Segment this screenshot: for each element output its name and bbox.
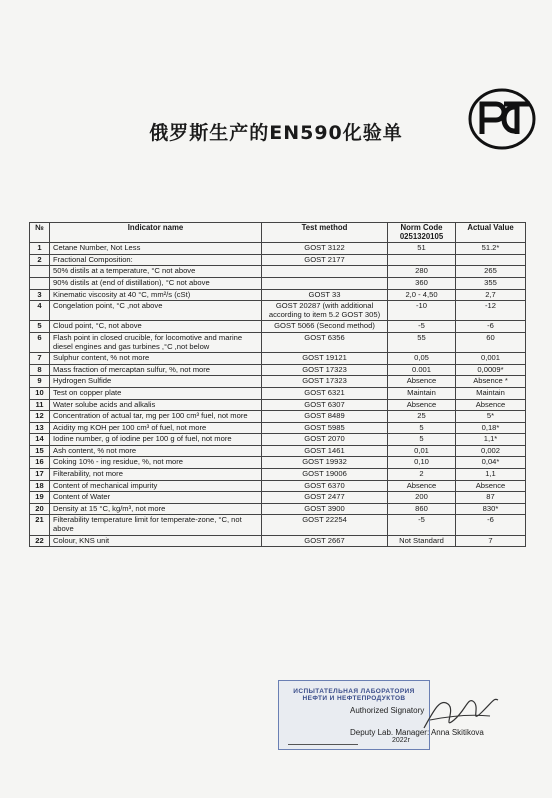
row-number: 10: [30, 387, 50, 399]
indicator-cell: Filterability, not more: [50, 469, 262, 481]
row-number: 8: [30, 364, 50, 376]
table-row: [30, 422, 526, 434]
row-number: 19: [30, 492, 50, 504]
test-method-cell: GOST 19932: [262, 457, 388, 469]
row-number: 18: [30, 480, 50, 492]
indicator-cell: Fractional Composition:: [50, 254, 262, 266]
indicator-cell: Iodine number, g of iodine per 100 g of fuel, not more: [50, 434, 262, 446]
table-row: [30, 387, 526, 399]
norm-cell: 2,0 - 4,50: [388, 289, 456, 301]
norm-cell: -5: [388, 321, 456, 333]
test-method-cell: [262, 266, 388, 278]
test-method-cell: GOST 5985: [262, 422, 388, 434]
row-number: 16: [30, 457, 50, 469]
test-method-cell: GOST 33: [262, 289, 388, 301]
indicator-cell: 90% distils at (end of distillation), °C not above: [50, 277, 262, 289]
signature-year: 2022г: [392, 737, 411, 744]
test-method-cell: GOST 6321: [262, 387, 388, 399]
actual-value-cell: 0,0009*: [456, 364, 526, 376]
norm-cell: 51: [388, 243, 456, 255]
test-method-cell: GOST 22254: [262, 515, 388, 535]
actual-value-cell: 355: [456, 277, 526, 289]
norm-cell: Absence: [388, 480, 456, 492]
actual-value-cell: 265: [456, 266, 526, 278]
indicator-cell: Acidity mg KOH per 100 cm³ of fuel, not more: [50, 422, 262, 434]
table-row: [30, 376, 526, 388]
indicator-cell: 50% distils at a temperature, °C not above: [50, 266, 262, 278]
row-number: 15: [30, 445, 50, 457]
test-method-cell: GOST 1461: [262, 445, 388, 457]
row-number: 6: [30, 332, 50, 352]
table-row: [30, 266, 526, 278]
test-method-cell: GOST 2177: [262, 254, 388, 266]
table-row: [30, 301, 526, 321]
test-method-cell: GOST 6370: [262, 480, 388, 492]
indicator-cell: Coking 10% - ing residue, %, not more: [50, 457, 262, 469]
actual-value-cell: 830*: [456, 503, 526, 515]
test-method-cell: GOST 5066 (Second method): [262, 321, 388, 333]
norm-cell: Absence: [388, 399, 456, 411]
norm-cell: Not Standard: [388, 535, 456, 547]
norm-cell: 55: [388, 332, 456, 352]
table-row: [30, 492, 526, 504]
actual-value-cell: Absence: [456, 399, 526, 411]
indicator-cell: Cetane Number, Not Less: [50, 243, 262, 255]
date-line: [288, 744, 358, 745]
norm-cell: 200: [388, 492, 456, 504]
row-number: 4: [30, 301, 50, 321]
row-number: [30, 266, 50, 278]
actual-value-cell: -6: [456, 515, 526, 535]
stamp-line-2: НЕФТИ И НЕФТЕПРОДУКТОВ: [302, 695, 406, 702]
table-row: [30, 399, 526, 411]
row-number: 5: [30, 321, 50, 333]
indicator-cell: Sulphur content, % not more: [50, 353, 262, 365]
indicator-cell: Congelation point, °C ,not above: [50, 301, 262, 321]
indicator-cell: Filterability temperature limit for temperate-zone, °C, not above: [50, 515, 262, 535]
actual-value-cell: -12: [456, 301, 526, 321]
table-row: [30, 411, 526, 423]
row-number: 9: [30, 376, 50, 388]
table-row: [30, 515, 526, 535]
norm-cell: 5: [388, 422, 456, 434]
actual-value-cell: 0,002: [456, 445, 526, 457]
norm-cell: 0,01: [388, 445, 456, 457]
row-number: 14: [30, 434, 50, 446]
actual-value-cell: 2,7: [456, 289, 526, 301]
test-results-table: [29, 222, 526, 547]
actual-value-cell: Maintain: [456, 387, 526, 399]
indicator-cell: Water solube acids and alkalis: [50, 399, 262, 411]
table-row: [30, 480, 526, 492]
test-method-cell: GOST 17323: [262, 376, 388, 388]
indicator-cell: Cloud point, °C, not above: [50, 321, 262, 333]
actual-value-cell: [456, 254, 526, 266]
test-method-cell: GOST 8489: [262, 411, 388, 423]
page-title: 俄罗斯生产的EN590化验单: [149, 122, 403, 144]
test-method-cell: GOST 17323: [262, 364, 388, 376]
indicator-cell: Test on copper plate: [50, 387, 262, 399]
norm-cell: 0,05: [388, 353, 456, 365]
actual-value-cell: 1,1: [456, 469, 526, 481]
table-row: [30, 445, 526, 457]
test-method-cell: GOST 2070: [262, 434, 388, 446]
norm-cell: Absence: [388, 376, 456, 388]
norm-cell: 280: [388, 266, 456, 278]
row-number: 3: [30, 289, 50, 301]
row-number: 21: [30, 515, 50, 535]
row-number: 13: [30, 422, 50, 434]
indicator-cell: Content of Water: [50, 492, 262, 504]
table-row: [30, 277, 526, 289]
test-method-cell: GOST 19121: [262, 353, 388, 365]
handwritten-signature: [420, 690, 500, 736]
norm-cell: 360: [388, 277, 456, 289]
table-row: [30, 457, 526, 469]
table-row: [30, 503, 526, 515]
row-number: 22: [30, 535, 50, 547]
norm-cell: -10: [388, 301, 456, 321]
row-number: 2: [30, 254, 50, 266]
table-row: [30, 289, 526, 301]
actual-value-cell: 60: [456, 332, 526, 352]
norm-cell: Maintain: [388, 387, 456, 399]
norm-cell: 5: [388, 434, 456, 446]
rst-certification-logo: [468, 88, 536, 150]
row-number: 12: [30, 411, 50, 423]
indicator-cell: Mass fraction of mercaptan sulfur, %, not more: [50, 364, 262, 376]
indicator-cell: Colour, KNS unit: [50, 535, 262, 547]
norm-cell: -5: [388, 515, 456, 535]
test-method-cell: GOST 19006: [262, 469, 388, 481]
header-test-method: Test method: [262, 223, 388, 243]
table-row: [30, 434, 526, 446]
actual-value-cell: 5*: [456, 411, 526, 423]
test-method-cell: GOST 3900: [262, 503, 388, 515]
authorized-signatory-label: Authorized Signatory: [350, 706, 425, 715]
actual-value-cell: Absence: [456, 480, 526, 492]
row-number: [30, 277, 50, 289]
indicator-cell: Content of mechanical impurity: [50, 480, 262, 492]
test-method-cell: GOST 6307: [262, 399, 388, 411]
test-method-cell: GOST 20287 (with additional according to item 5.2 GOST 305): [262, 301, 388, 321]
actual-value-cell: 1,1*: [456, 434, 526, 446]
row-number: 17: [30, 469, 50, 481]
table-header-row: [30, 223, 526, 243]
table-row: [30, 364, 526, 376]
indicator-cell: Kinematic viscosity at 40 °C, mm²/s (cSt): [50, 289, 262, 301]
norm-cell: [388, 254, 456, 266]
indicator-cell: Ash content, % not more: [50, 445, 262, 457]
actual-value-cell: -6: [456, 321, 526, 333]
test-method-cell: GOST 6356: [262, 332, 388, 352]
table-row: [30, 353, 526, 365]
indicator-cell: Density at 15 °C, kg/m³, not more: [50, 503, 262, 515]
actual-value-cell: 0,001: [456, 353, 526, 365]
test-method-cell: GOST 2667: [262, 535, 388, 547]
test-method-cell: [262, 277, 388, 289]
stamp-line-1: ИСПЫТАТЕЛЬНАЯ ЛАБОРАТОРИЯ: [293, 688, 415, 695]
actual-value-cell: 0,04*: [456, 457, 526, 469]
actual-value-cell: 0,18*: [456, 422, 526, 434]
actual-value-cell: Absence *: [456, 376, 526, 388]
row-number: 11: [30, 399, 50, 411]
table-row: [30, 469, 526, 481]
header-norm-code: Norm Code 0251320105: [388, 223, 456, 243]
test-method-cell: GOST 2477: [262, 492, 388, 504]
norm-cell: 0.001: [388, 364, 456, 376]
row-number: 7: [30, 353, 50, 365]
header-indicator: Indicator name: [50, 223, 262, 243]
actual-value-cell: 51.2*: [456, 243, 526, 255]
header-actual-value: Actual Value: [456, 223, 526, 243]
table-row: [30, 321, 526, 333]
norm-cell: 0,10: [388, 457, 456, 469]
test-method-cell: GOST 3122: [262, 243, 388, 255]
deputy-manager-label: Deputy Lab. Manager: Anna Skitikova: [350, 728, 484, 737]
table-row: [30, 254, 526, 266]
actual-value-cell: 7: [456, 535, 526, 547]
norm-cell: 25: [388, 411, 456, 423]
norm-cell: 860: [388, 503, 456, 515]
indicator-cell: Flash point in closed crucible, for locomotive and marine diesel engines and gas turbines ,°C ,not below: [50, 332, 262, 352]
table-row: [30, 243, 526, 255]
norm-cell: 2: [388, 469, 456, 481]
row-number: 20: [30, 503, 50, 515]
indicator-cell: Concentration of actual tar, mg per 100 cm³ fuel, not more: [50, 411, 262, 423]
table-row: [30, 332, 526, 352]
table-row: [30, 535, 526, 547]
actual-value-cell: 87: [456, 492, 526, 504]
row-number: 1: [30, 243, 50, 255]
indicator-cell: Hydrogen Sulfide: [50, 376, 262, 388]
header-no: №: [30, 223, 50, 243]
